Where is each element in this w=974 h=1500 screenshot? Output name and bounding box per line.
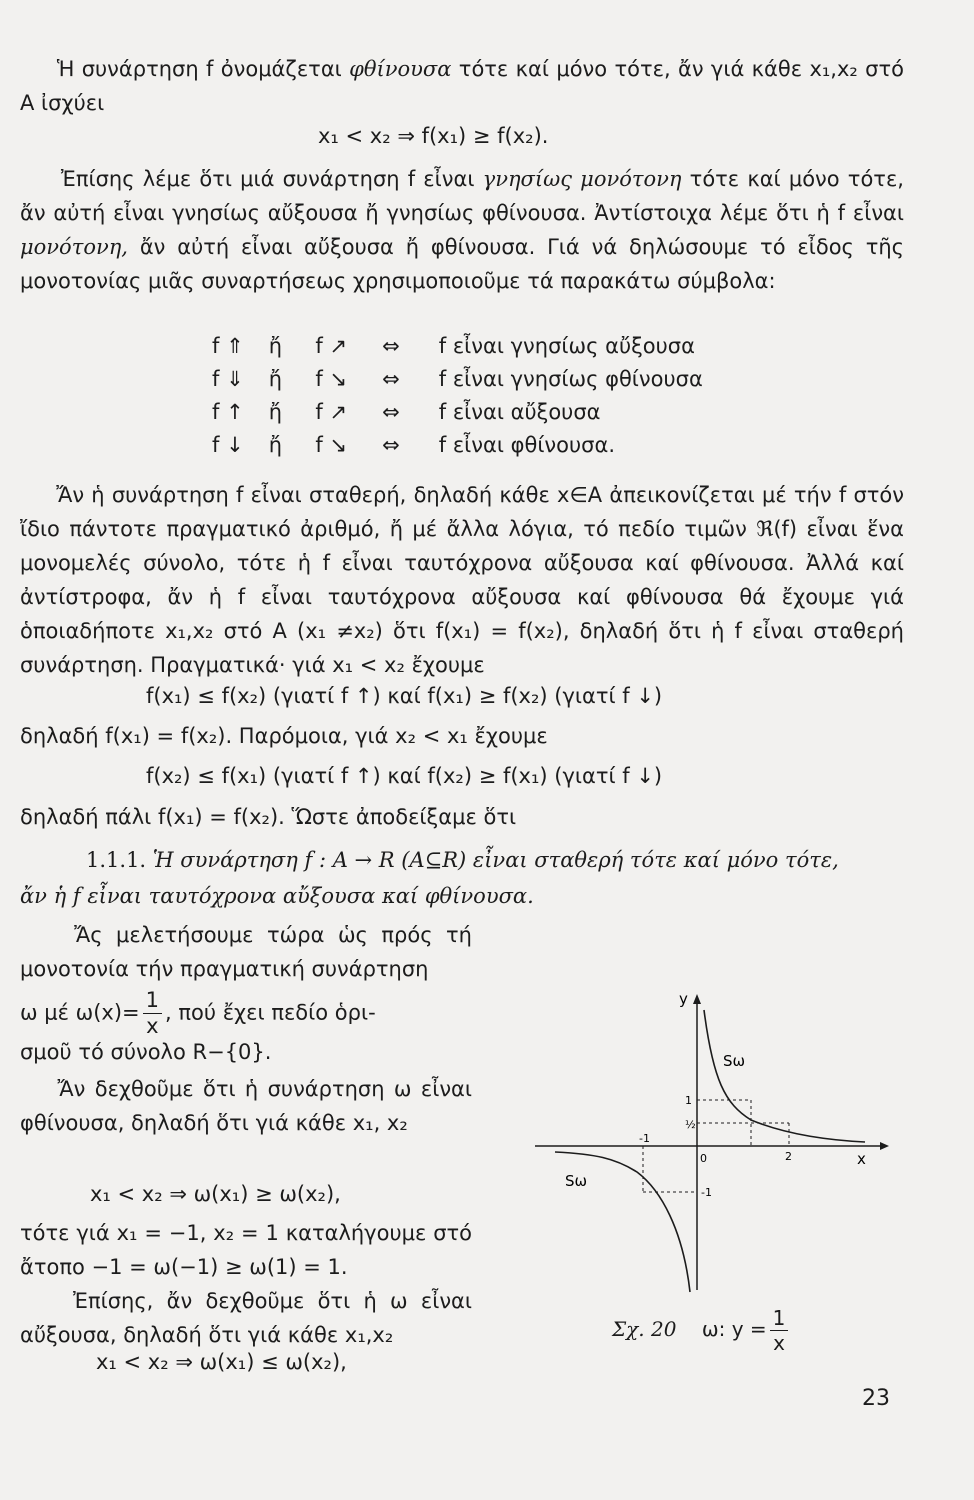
paragraph-omega-intro: [20, 918, 472, 986]
tick-label-neg1-y: -1: [701, 1186, 712, 1199]
paragraph-contradiction: τότε γιά x₁ = −1, x₂ = 1 καταλήγουμε στό ἄτοπο −1 = ω(−1) ≥ ω(1) = 1.: [20, 1221, 472, 1279]
narrow7-text: Ἐπίσης, ἄν δεχθοῦμε ὅτι ἡ ω εἶναι αὔξουσα, δηλαδή ὅτι γιά κάθε x₁,x₂: [20, 1289, 472, 1347]
narrow4-text: Ἄν δεχθοῦμε ὅτι ἡ συνάρτηση ω εἶναι φθίνουσα, δηλαδή ὅτι γιά κάθε x₁, x₂: [20, 1077, 472, 1135]
paragraph-definition-decreasing: [20, 52, 904, 120]
omega-definition: [20, 990, 376, 1037]
paragraph-omega-decreasing: [20, 1072, 472, 1140]
curve-positive-branch: [704, 1010, 865, 1142]
para2-text-b: τότε καί μόνο τότε, ἄν αὐτή εἶναι γνησίως αὔξουσα ἤ γνησίως φθίνουσα. Ἀντίστοιχα λέμε ὅτι ἡ f εἶναι: [20, 167, 904, 225]
symbol-left: f ⇓: [212, 367, 244, 391]
symbol-right: f ↗: [315, 334, 348, 358]
symbol-or: ἤ: [268, 334, 282, 358]
line-therefore-2: δηλαδή πάλι f(x₁) = f(x₂). Ὥστε ἀποδείξαμε ὅτι: [20, 805, 517, 829]
theorem-text-a: Ἡ συνάρτηση f : A → R (A⊆R) εἶναι σταθερή τότε καί μόνο τότε,: [152, 848, 839, 872]
para1-text-a: Ἡ συνάρτηση f ὀνομάζεται: [56, 57, 342, 81]
symbol-or: ἤ: [268, 433, 282, 457]
symbol-meaning: f εἶναι αὔξουσα: [438, 400, 601, 424]
narrow1-text: Ἄς μελετήσουμε τώρα ὡς πρός τή μονοτονία τήν πραγματική συνάρτηση: [20, 923, 472, 981]
symbol-right: f ↘: [315, 367, 348, 391]
caption-fraction-denominator: x: [773, 1331, 785, 1355]
tick-label-1: 1: [685, 1094, 692, 1107]
symbol-or: ἤ: [268, 400, 282, 424]
caption-fraction-numerator: 1: [770, 1308, 789, 1331]
caption-text: ω: y =: [701, 1317, 767, 1341]
tick-label-2: 2: [785, 1150, 792, 1163]
tick-label-origin: 0: [700, 1152, 707, 1165]
omega-def-text-a: ω μέ ω(x)=: [20, 1000, 140, 1025]
curve-label-positive: Sω: [723, 1052, 746, 1070]
theorem-number: 1.1.1.: [86, 848, 147, 872]
symbol-row: [212, 367, 703, 401]
symbol-iff: ⇔: [382, 400, 400, 424]
symbol-meaning: f εἶναι γνησίως φθίνουσα: [438, 367, 703, 391]
paragraph-omega-increasing: [20, 1284, 472, 1352]
para2-text-c: ἄν αὐτή εἶναι αὔξουσα ἤ φθίνουσα. Γιά νά δηλώσουμε τό εἶδος τῆς μονοτονίας μιᾶς συναρτήσεως χρησιμοποιοῦμε τά παρακάτω σύμβολα:: [20, 235, 904, 293]
formula-increasing-decreasing-2: f(x₂) ≤ f(x₁) (γιατί f ↑) καί f(x₂) ≥ f(x₁) (γιατί f ↓): [146, 764, 663, 788]
para1-emphasis: φθίνουσα: [349, 57, 452, 81]
curve-label-negative: Sω: [565, 1172, 588, 1190]
omega-def-text-b: , πού ἔχει πεδίο ὁρι-: [165, 1000, 376, 1025]
symbol-meaning: f εἶναι γνησίως αὔξουσα: [438, 334, 695, 358]
para1-text-b: τότε καί μόνο τότε, ἄν γιά κάθε x₁,x₂ στό A ἰσχύει: [20, 57, 904, 115]
y-axis-label: y: [679, 990, 688, 1008]
para2-emphasis-monotone: μονότονη,: [20, 235, 128, 259]
tick-label-neg1-x: -1: [639, 1132, 650, 1145]
figure-caption: [612, 1308, 791, 1353]
para3-text: Ἄν ἡ συνάρτηση f εἶναι σταθερή, δηλαδή κάθε x∈A ἀπεικονίζεται μέ τήν f στόν ἴδιο πάντοτε πραγματικό ἀριθμό, ἤ μέ ἄλλα λόγια, τό πεδίο τιμῶν ℜ(f) εἶναι ἕνα μονομελές σύνολο, τότε ἡ f εἶναι ταυτόχρονα αὔξουσα καί φθίνουσα. Ἀλλά καί ἀντίστροφα, ἄν ἡ f εἶναι ταυτόχρονα αὔξουσα καί φθίνουσα θά ἔχουμε γιά ὁποιαδήποτε x₁,x₂ στό A (x₁ ≠x₂) ὅτι f(x₁) = f(x₂), δηλαδή ὅτι ἡ f εἶναι σταθερή συνάρτηση. Πραγματικά· γιά x₁ < x₂ ἔχουμε: [20, 483, 904, 677]
formula-omega-decreasing: x₁ < x₂ ⇒ ω(x₁) ≥ ω(x₂),: [90, 1182, 341, 1206]
symbol-meaning: f εἶναι φθίνουσα.: [438, 433, 615, 457]
caption-figure-number: Σχ. 20: [612, 1317, 677, 1341]
symbol-row: [212, 433, 615, 467]
paragraph-constant: [20, 478, 904, 682]
para2-emphasis-strict: γνησίως μονότονη: [482, 167, 682, 191]
omega-domain: σμοῦ τό σύνολο R−{0}.: [20, 1040, 272, 1064]
formula-increasing-decreasing-1: f(x₁) ≤ f(x₂) (γιατί f ↑) καί f(x₁) ≥ f(x₂) (γιατί f ↓): [146, 684, 663, 708]
formula-omega-increasing: x₁ < x₂ ⇒ ω(x₁) ≤ ω(x₂),: [96, 1350, 347, 1374]
symbol-row: [212, 334, 695, 368]
fraction-numerator: 1: [143, 990, 162, 1014]
tick-label-half: ½: [685, 1118, 696, 1131]
y-axis-arrow: [693, 994, 701, 1004]
fraction-denominator: x: [146, 1014, 159, 1038]
paragraph-monotone: [20, 162, 904, 298]
theorem-line-2: ἄν ἡ f εἶναι ταυτόχρονα αὔξουσα καί φθίνουσα.: [20, 884, 534, 908]
symbol-row: [212, 400, 601, 434]
fraction-one-over-x: [143, 990, 162, 1037]
x-axis-label: x: [857, 1150, 866, 1168]
x-axis-arrow: [880, 1142, 889, 1150]
para2-text-a: Ἐπίσης λέμε ὅτι μιά συνάρτηση f εἶναι: [60, 167, 475, 191]
line-therefore-1: δηλαδή f(x₁) = f(x₂). Παρόμοια, γιά x₂ < x₁ ἔχουμε: [20, 724, 548, 748]
symbol-left: f ↓: [212, 433, 244, 457]
symbol-left: f ⇑: [212, 334, 244, 358]
symbol-iff: ⇔: [382, 433, 400, 457]
symbol-or: ἤ: [268, 367, 282, 391]
symbol-right: f ↘: [315, 433, 348, 457]
formula-decreasing: x₁ < x₂ ⇒ f(x₁) ≥ f(x₂).: [318, 124, 549, 148]
symbol-left: f ↑: [212, 400, 244, 424]
theorem-line-1: [86, 848, 839, 872]
page-number: 23: [862, 1386, 890, 1411]
symbol-right: f ↗: [315, 400, 348, 424]
symbol-iff: ⇔: [382, 334, 400, 358]
hyperbola-graph: [535, 980, 895, 1300]
symbol-iff: ⇔: [382, 367, 400, 391]
caption-fraction: [770, 1308, 789, 1353]
